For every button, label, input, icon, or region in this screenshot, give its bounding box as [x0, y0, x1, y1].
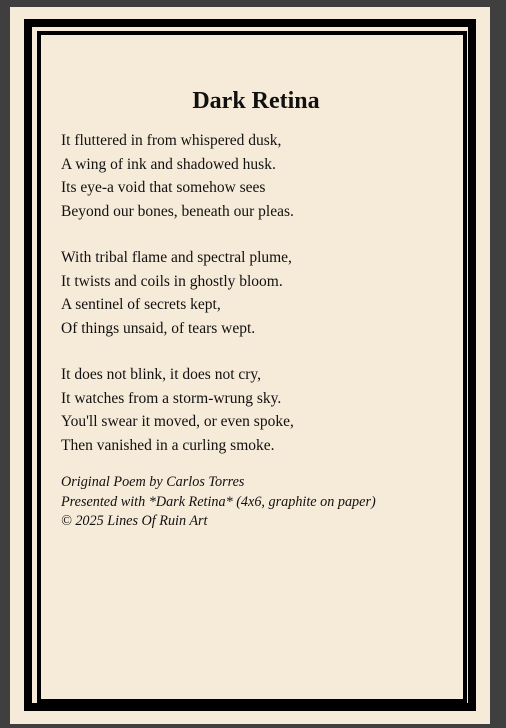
poem-line: Of things unsaid, of tears wept.	[61, 319, 256, 337]
inner-border-frame	[37, 31, 467, 703]
poem-line: With tribal flame and spectral plume,	[61, 249, 292, 266]
stanza-2	[61, 246, 451, 340]
poem-line: It twists and coils in ghostly bloom.	[61, 272, 283, 290]
copyright-notice: © 2025 Lines Of Ruin Art	[61, 513, 208, 529]
poem-line: A wing of ink and shadowed husk.	[61, 155, 276, 173]
poem-line: It does not blink, it does not cry,	[61, 366, 262, 383]
poem-title: Dark Retina	[192, 88, 320, 114]
border-gap	[32, 27, 468, 703]
poem-line: A sentinel of secrets kept,	[61, 296, 221, 313]
poem-line: It fluttered in from whispered dusk,	[61, 132, 282, 149]
poem-line: You'll swear it moved, or even spoke,	[61, 413, 294, 430]
poem-credits	[61, 473, 451, 532]
poem-line: It watches from a storm-wrung sky.	[61, 389, 282, 407]
outer-border-frame	[24, 19, 476, 711]
stanza-1	[61, 129, 451, 223]
poem-line: Its eye-a void that somehow sees	[61, 179, 266, 196]
artwork-credit: Presented with *Dark Retina* (4x6, graphite on paper)	[61, 493, 376, 510]
poem-content	[61, 87, 451, 532]
poem-page	[10, 7, 490, 724]
poem-line: Then vanished in a curling smoke.	[61, 436, 275, 454]
stanza-3	[61, 363, 451, 457]
author-credit: Original Poem by Carlos Torres	[61, 474, 245, 490]
poem-line: Beyond our bones, beneath our pleas.	[61, 202, 294, 220]
